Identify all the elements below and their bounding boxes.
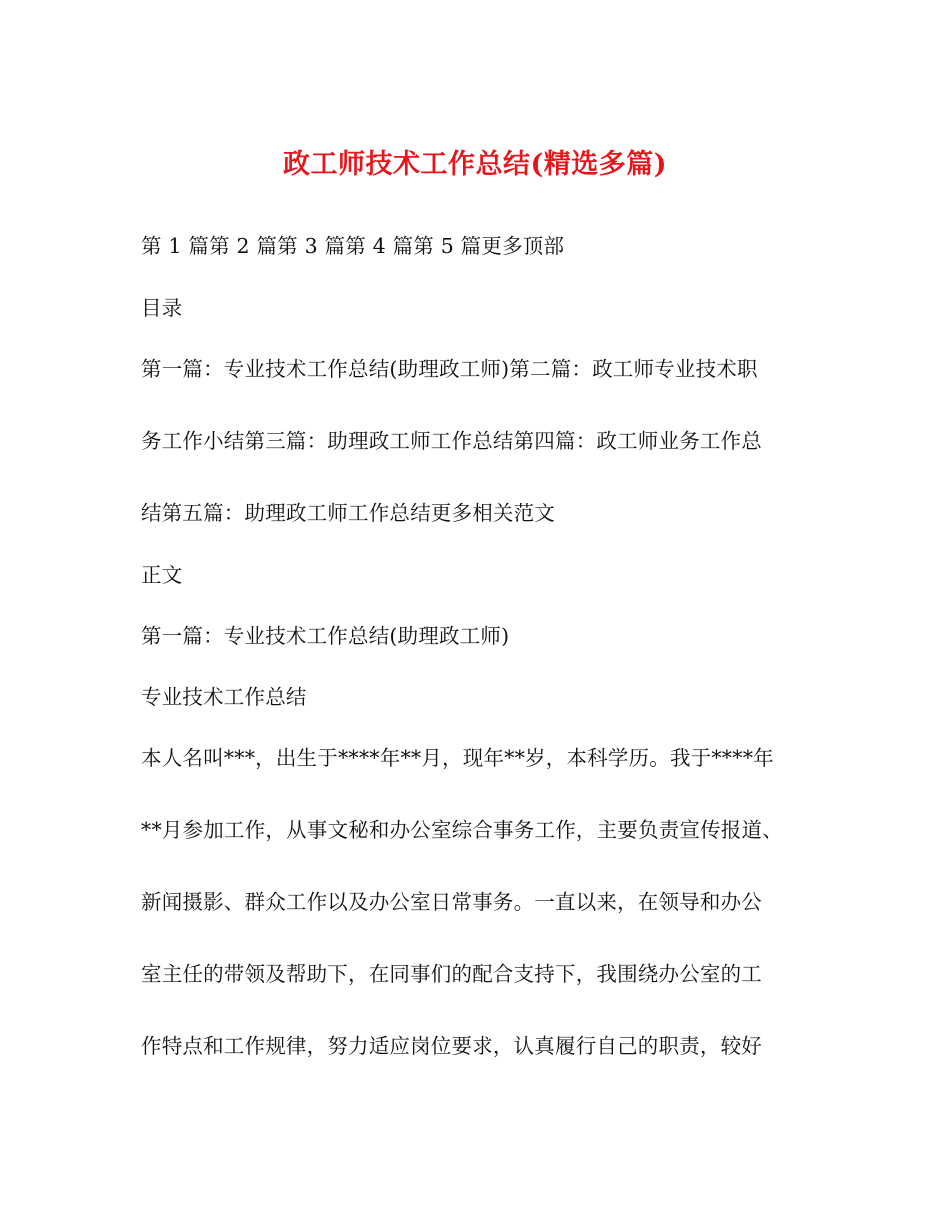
toc-line: 结第五篇：助理政工师工作总结更多相关范文 (141, 501, 555, 525)
paragraph-line: 本人名叫***，出生于****年**月，现年**岁，本科学历。我于****年 (141, 746, 774, 770)
toc-line: 务工作小结第三篇：助理政工师工作总结第四篇：政工师业务工作总 (141, 429, 762, 453)
paragraph-line: 新闻摄影、群众工作以及办公室日常事务。一直以来，在领导和办公 (141, 890, 762, 914)
toc-heading: 目录 (141, 296, 183, 320)
body-heading: 正文 (141, 563, 183, 587)
paragraph-line: **月参加工作，从事文秘和办公室综合事务工作，主要负责宣传报道、 (141, 818, 783, 842)
section-heading: 第一篇：专业技术工作总结(助理政工师) (141, 624, 510, 648)
paragraph-line: 室主任的带领及帮助下，在同事们的配合支持下，我围绕办公室的工 (141, 962, 762, 986)
article-nav-links[interactable]: 第 1 篇第 2 篇第 3 篇第 4 篇第 5 篇更多顶部 (141, 234, 565, 258)
paragraph-line: 作特点和工作规律，努力适应岗位要求，认真履行自己的职责，较好 (141, 1034, 762, 1058)
toc-line: 第一篇：专业技术工作总结(助理政工师)第二篇：政工师专业技术职 (141, 357, 758, 381)
section-subheading: 专业技术工作总结 (141, 685, 307, 709)
document-title: 政工师技术工作总结(精选多篇) (282, 149, 668, 180)
